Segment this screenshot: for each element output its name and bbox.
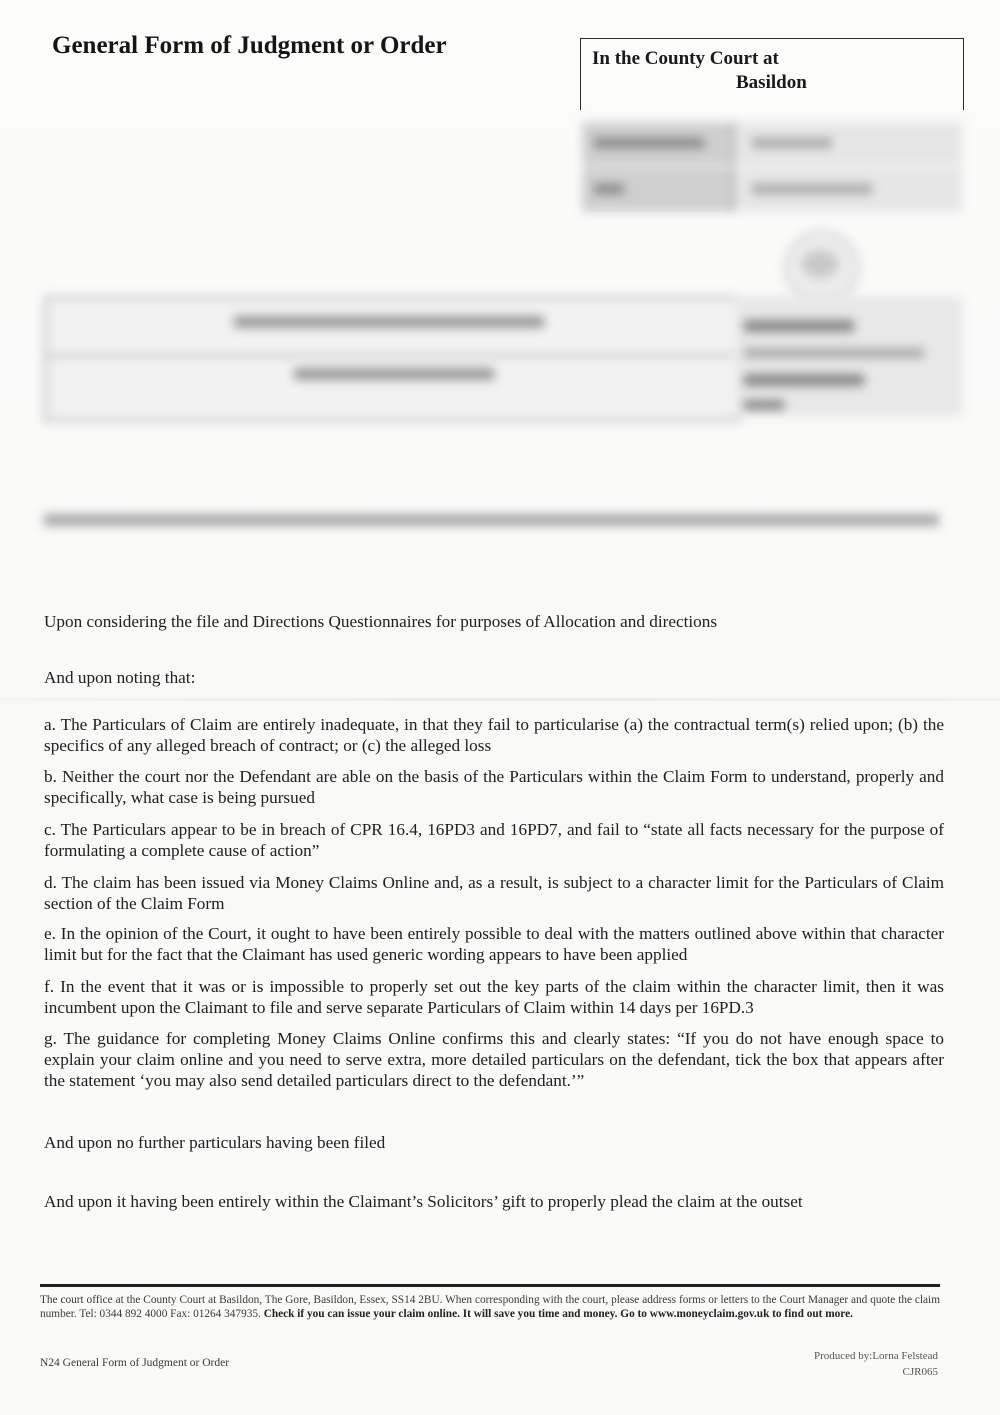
form-title: General Form of Judgment or Order xyxy=(52,32,447,59)
paper-crease xyxy=(0,698,1000,701)
redacted-claim-details xyxy=(582,122,960,214)
online-claim-notice: Check if you can issue your claim online. It will save you time and money. Go to www.moneyclaim.gov.uk to find out more. xyxy=(263,1307,853,1320)
list-item: d. The claim has been issued via Money Claims Online and, as a result, is subject to a character limit for the Particulars of Claim section of the Claim Form xyxy=(44,873,944,913)
court-label: In the County Court at xyxy=(592,48,779,69)
produced-by: Produced by:Lorna Felstead xyxy=(813,1350,938,1362)
form-code: N24 General Form of Judgment or Order xyxy=(40,1357,230,1369)
solicitors-gift-paragraph: And upon it having been entirely within the Claimant’s Solicitors’ gift to properly plead the claim at the outset xyxy=(44,1192,803,1211)
list-item: b. Neither the court nor the Defendant are able on the basis of the Particulars within the Claim Form to understand, properly and specifically, what case is being pursued xyxy=(44,767,944,807)
court-office-address: The court office at the County Court at Basildon, The Gore, Basildon, Essex, SS14 2BU. When corresponding with the court, please address forms or letters to the Court Manager and quote the claim number. Tel: 0344 892 4000 Fax: 01264 347935. xyxy=(40,1294,940,1320)
form-reference: CJR065 xyxy=(902,1366,938,1378)
redacted-parties xyxy=(44,296,964,420)
court-name: Basildon xyxy=(736,72,807,93)
footer-divider xyxy=(40,1284,940,1287)
list-item: c. The Particulars appear to be in breach of CPR 16.4, 16PD3 and 16PD7, and fail to “state all facts necessary for the purpose of formulating a complete cause of action” xyxy=(44,820,944,860)
list-item: f. In the event that it was or is impossible to properly set out the key parts of the claim within the character limit, then it was incumbent upon the Claimant to file and serve separate Particulars of Claim within 14 days per 16PD.3 xyxy=(44,977,944,1017)
list-item: g. The guidance for completing Money Claims Online confirms this and clearly states: “If you do not have enough space to explain your claim online and you need to serve extra, more detailed particulars on the defendant, tick the box that appears after the statement ‘you may also send detailed particulars direct to the defendant.’” xyxy=(44,1029,944,1090)
no-further-particulars-paragraph: And upon no further particulars having been filed xyxy=(44,1133,386,1152)
court-box xyxy=(580,38,964,110)
upon-noting-paragraph: And upon noting that: xyxy=(44,668,196,687)
court-office-note xyxy=(40,1294,940,1321)
list-item: a. The Particulars of Claim are entirely inadequate, in that they fail to particularise (a) the contractual term(s) relied upon; (b) the specifics of any alleged breach of contract; or (c) the alleged loss xyxy=(44,715,944,755)
upon-considering-paragraph: Upon considering the file and Directions Questionnaires for purposes of Allocation and directions xyxy=(44,612,718,631)
redacted-judge-line xyxy=(44,508,944,532)
list-item: e. In the opinion of the Court, it ought to have been entirely possible to deal with the matters outlined above within that character limit but for the fact that the Claimant has used generic wording appears to have been applied xyxy=(44,924,944,964)
